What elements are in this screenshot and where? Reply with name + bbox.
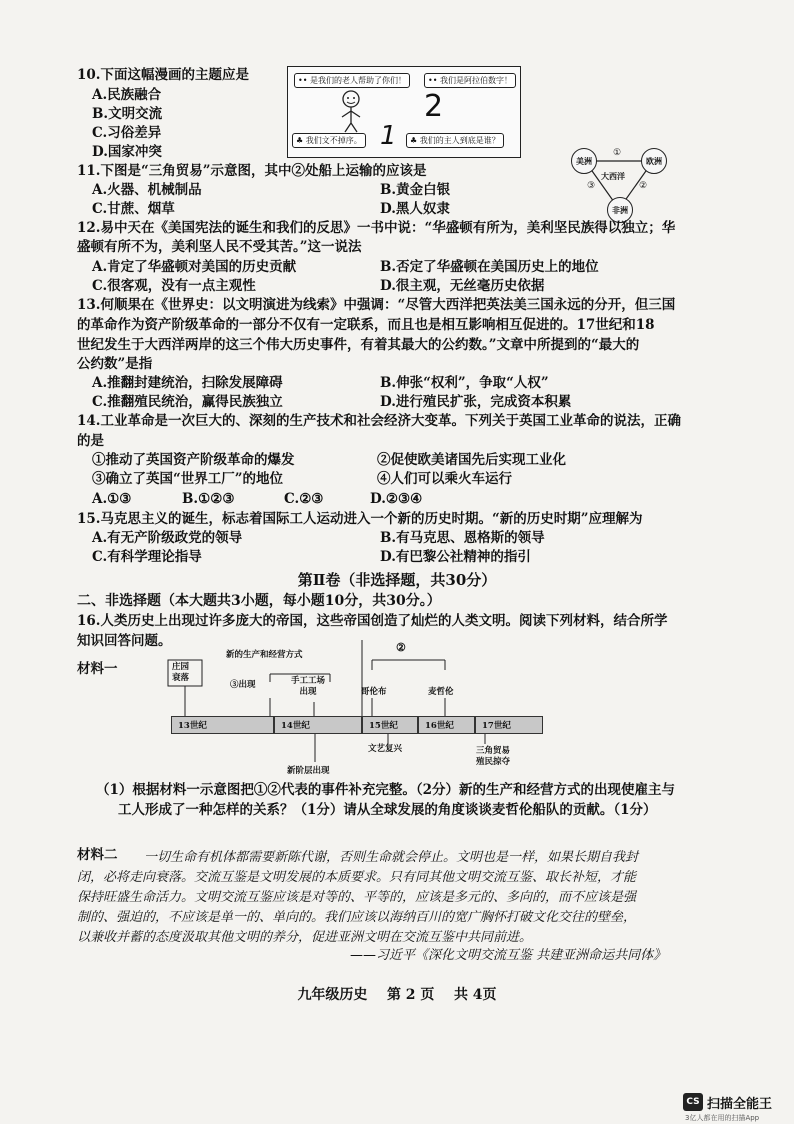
q15-option-a: A.有无产阶级政党的领导	[92, 530, 243, 546]
q14-stem-2: 的是	[77, 433, 104, 449]
q11-option-c: C.甘蔗、烟草	[92, 201, 175, 217]
node-america: 美洲	[571, 148, 597, 174]
manor-decline-label: 庄园 衰落	[172, 662, 190, 683]
comic-digit-two: 2	[424, 89, 444, 124]
material2-line-1: 一切生命有机体都需要新陈代谢，否则生命就会停止。文明也是一样，如果长期自我封	[144, 850, 639, 865]
q14-option-b: B.①②③	[182, 491, 235, 507]
q15-option-b: B.有马克思、恩格斯的领导	[380, 530, 545, 546]
material1-label: 材料一	[77, 661, 118, 677]
q12-stem-1: 12.易中天在《美国宪法的诞生和我们的反思》一书中说：“华盛顿有所为，美利坚民族得以独立；华	[77, 220, 676, 236]
circle-1-label: ③出现	[230, 680, 256, 690]
q10-comic	[287, 66, 521, 158]
material2-label: 材料二	[77, 847, 118, 863]
triangle-trade-label: 三角贸易 殖民掠夺	[476, 746, 511, 767]
route-label-1: ①	[613, 148, 622, 158]
footer-page: 第 2 页	[386, 987, 435, 1003]
q16-stem-2: 知识回答问题。	[77, 633, 172, 649]
q13-option-d: D.进行殖民扩张，完成资本积累	[380, 394, 572, 410]
q15-option-d: D.有巴黎公社精神的指引	[380, 549, 531, 565]
handicraft-label: 手工工场 出现	[291, 676, 326, 697]
q16-sub1-line1: （1）根据材料一示意图把①②代表的事件补充完整。（2分）新的生产和经营方式的出现使雇主与	[96, 782, 676, 798]
q10-option-a: A.民族融合	[92, 87, 162, 103]
q15-option-c: C.有科学理论指导	[92, 549, 202, 565]
comic-bubble-1: •• 是我们的老人帮助了你们！	[294, 73, 410, 88]
q12-stem-2: 盛顿有所不为，美利坚人民不受其苦。”这一说法	[77, 239, 362, 255]
material2-line-4: 制的、强迫的，不应该是单一的、单向的。我们应该以海纳百川的宽广胸怀打破文化交往的壁垒，	[77, 910, 637, 925]
center-atlantic: 大西洋	[601, 171, 625, 181]
material2-line-5: 以兼收并蓄的态度汲取其他文明的养分，促进亚洲文明在交流互鉴中共同前进。	[77, 930, 533, 945]
route-label-2: ②	[639, 181, 648, 191]
triangle-trade-diagram	[565, 145, 675, 225]
q13-stem-3: 世纪发生于大西洋两岸的这三个伟大历史事件，有着其最大的公约数。”文章中所提到的“最大的	[77, 337, 640, 353]
camscanner-logo-icon: CS	[683, 1093, 703, 1111]
footer-subject: 九年级历史	[297, 987, 368, 1003]
new-class-label: 新阶层出现	[287, 766, 330, 776]
q10-option-b: B.文明交流	[92, 106, 163, 122]
circle-2-label: ②	[396, 641, 406, 654]
q11-option-d: D.黑人奴隶	[380, 201, 450, 217]
material2-source: ——习近平《深化文明交流互鉴 共建亚洲命运共同体》	[350, 948, 667, 963]
page-footer	[0, 984, 794, 1004]
renaissance-label: 文艺复兴	[368, 744, 403, 754]
century-16: 16世纪	[418, 716, 475, 734]
q14-item-2: ②促使欧美诸国先后实现工业化	[377, 452, 566, 468]
comic-figure-icon	[336, 89, 366, 133]
q13-stem-4: 公约数”是指	[77, 356, 153, 372]
magellan-label: 麦哲伦	[428, 687, 454, 697]
q14-item-1: ①推动了英国资产阶级革命的爆发	[92, 452, 295, 468]
q14-option-d: D.②③④	[370, 491, 423, 507]
comic-bubble-3: ♣ 我们文不掉序。	[292, 133, 366, 148]
columbus-label: 哥伦布	[361, 687, 387, 697]
material2-line-2: 闭，必将走向衰落。交流互鉴是文明发展的本质要求。只有同其他文明交流互鉴、取长补短，才能	[77, 870, 637, 885]
q14-option-a: A.①③	[92, 491, 132, 507]
node-europe: 欧洲	[641, 148, 667, 174]
q12-option-d: D.很主观，无丝毫历史依据	[380, 278, 545, 294]
q10-option-d: D.国家冲突	[92, 144, 162, 160]
q11-option-a: A.火器、机械制品	[92, 182, 202, 198]
q13-stem-2: 的革命作为资产阶级革命的一部分不仅有一定联系，而且也是相互影响相互促进的。17世纪和18	[77, 317, 655, 333]
century-17: 17世纪	[475, 716, 543, 734]
new-mode-label: 新的生产和经营方式	[226, 650, 303, 660]
q14-option-c: C.②③	[284, 491, 324, 507]
q13-option-c: C.推翻殖民统治，赢得民族独立	[92, 394, 283, 410]
century-13: 13世纪	[171, 716, 274, 734]
material2-line-3: 保持旺盛生命活力。文明交流互鉴应该是对等的、平等的，应该是多元的、多向的，而不应该是强	[77, 890, 637, 905]
q12-option-c: C.很客观，没有一点主观性	[92, 278, 256, 294]
q13-option-a: A.推翻封建统治，扫除发展障碍	[92, 375, 283, 391]
comic-digit-one: 1	[380, 121, 397, 151]
q16-sub1-line2: 工人形成了一种怎样的关系？（1分）请从全球发展的角度谈谈麦哲伦船队的贡献。（1分）	[118, 802, 657, 818]
footer-total: 共 4页	[453, 987, 497, 1003]
route-label-3: ③	[587, 181, 596, 191]
q14-item-4: ④人们可以乘火车运行	[377, 471, 512, 487]
section2-heading: 二、非选择题（本大题共3小题，每小题10分，共30分。）	[77, 593, 441, 609]
q10-option-c: C.习俗差异	[92, 125, 162, 141]
q14-stem-1: 14.工业革命是一次巨大的、深刻的生产技术和社会经济大变革。下列关于英国工业革命的说法，正确	[77, 413, 681, 429]
comic-bubble-4: ♣ 我们的主人到底是谁？	[406, 133, 504, 148]
century-15: 15世纪	[362, 716, 418, 734]
node-africa: 非洲	[607, 197, 633, 223]
q13-option-b: B.伸张“权利”，争取“人权”	[380, 375, 549, 391]
century-14: 14世纪	[274, 716, 362, 734]
comic-bubble-2: •• 我们是阿拉伯数字！	[424, 73, 516, 88]
q11-stem: 11.下图是“三角贸易”示意图，其中②处船上运输的应该是	[77, 163, 427, 179]
q16-stem-1: 16.人类历史上出现过许多庞大的帝国，这些帝国创造了灿烂的人类文明。阅读下列材料，结合所学	[77, 613, 668, 629]
q10-stem: 10.下面这幅漫画的主题应是	[77, 67, 249, 83]
section2-title: 第Ⅱ卷（非选择题，共30分）	[297, 571, 497, 589]
q13-stem-1: 13.何顺果在《世界史：以文明演进为线索》中强调：“尽管大西洋把英法美三国永远的分开，但三国	[77, 297, 676, 313]
q15-stem: 15.马克思主义的诞生，标志着国际工人运动进入一个新的历史时期。“新的历史时期”应理解为	[77, 511, 643, 527]
q12-option-a: A.肯定了华盛顿对美国的历史贡献	[92, 259, 297, 275]
watermark-tagline: 3亿人都在用的扫描App	[685, 1114, 760, 1122]
q14-item-3: ③确立了英国“世界工厂”的地位	[92, 471, 284, 487]
q11-option-b: B.黄金白银	[380, 182, 451, 198]
watermark-name: 扫描全能王	[707, 1097, 773, 1112]
q12-option-b: B.否定了华盛顿在美国历史上的地位	[380, 259, 599, 275]
